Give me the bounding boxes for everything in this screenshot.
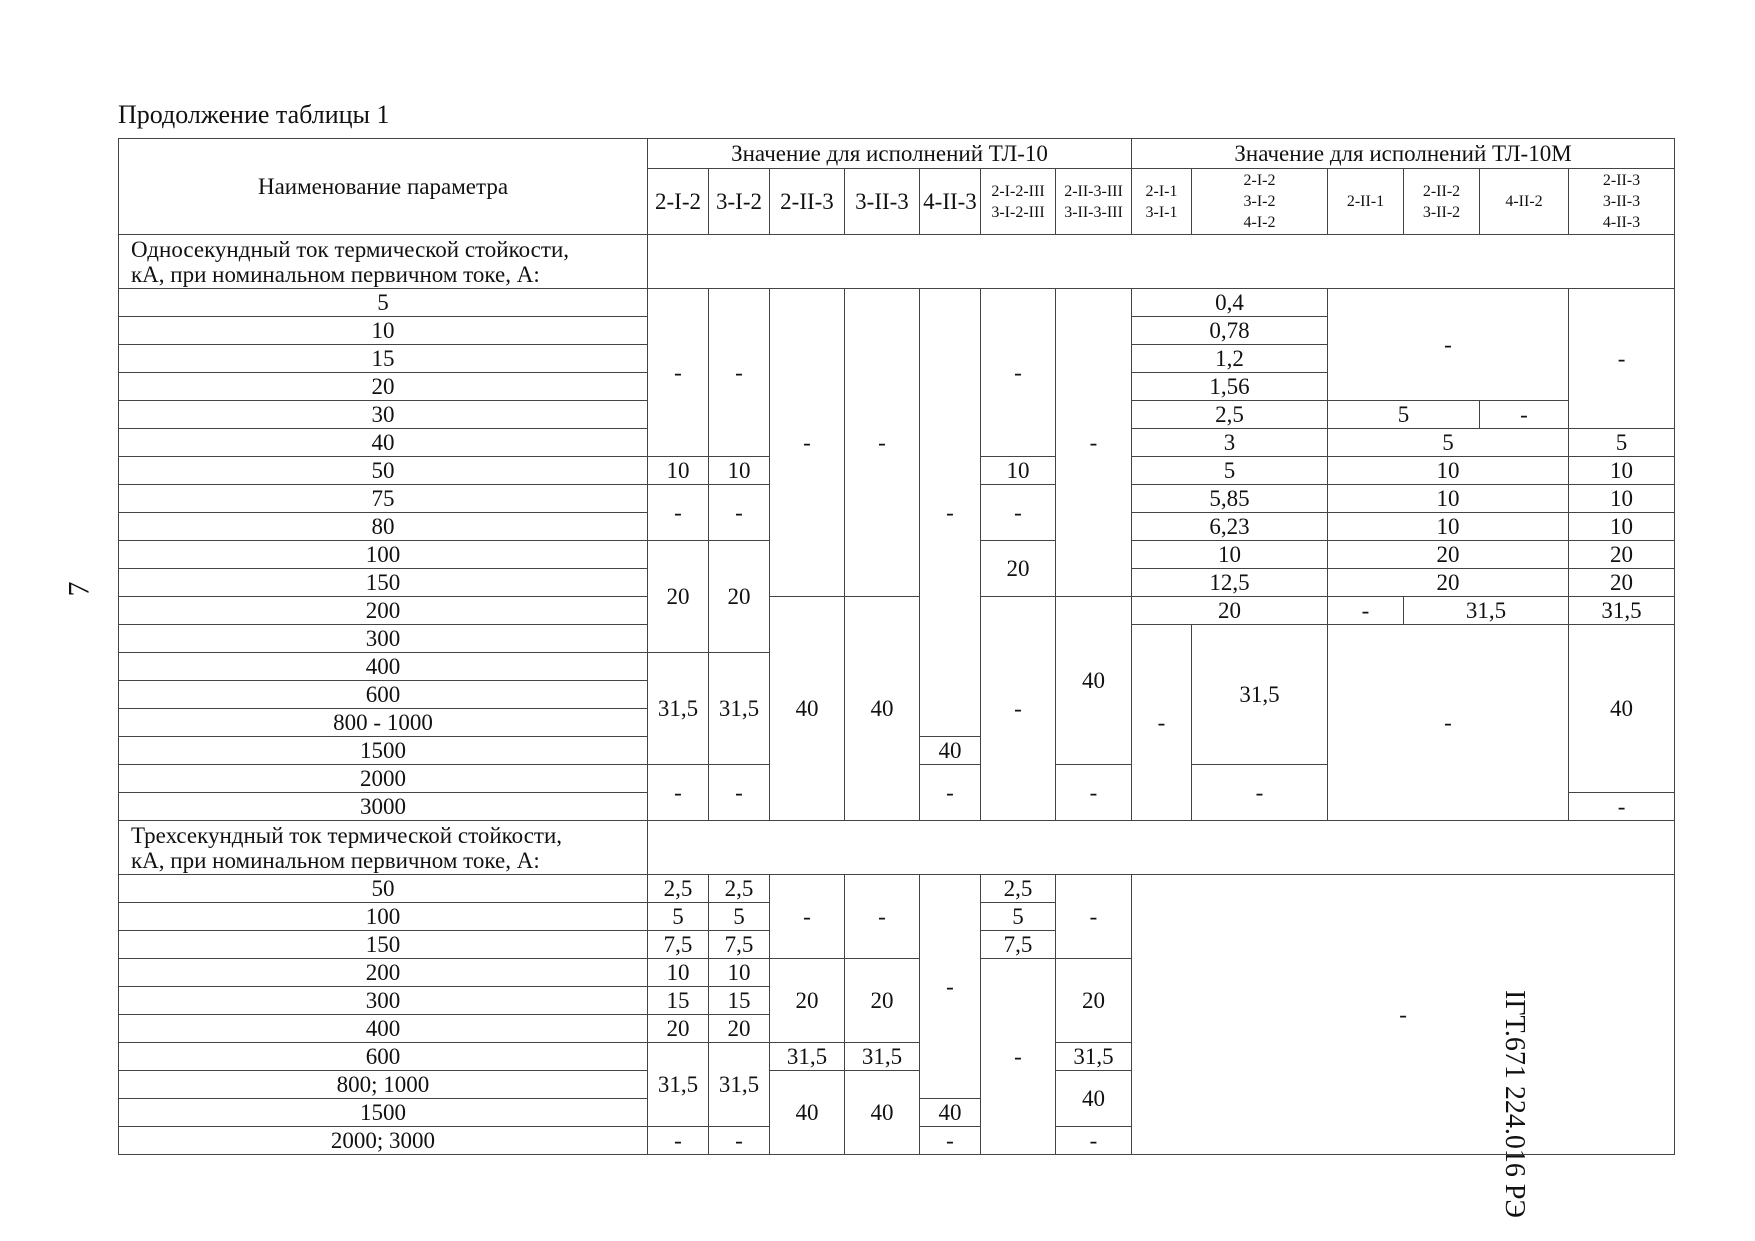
table-cell: - bbox=[1328, 289, 1569, 401]
table-cell: 40 bbox=[770, 1071, 845, 1155]
row-label: 75 bbox=[119, 485, 648, 513]
table-cell: 40 bbox=[1056, 1071, 1132, 1127]
row-label: 150 bbox=[119, 931, 648, 959]
table-cell: - bbox=[1056, 1127, 1132, 1155]
table-cell: 7,5 bbox=[648, 931, 709, 959]
table-cell: - bbox=[981, 597, 1056, 821]
row-label: 1500 bbox=[119, 737, 648, 765]
row-label: 600 bbox=[119, 681, 648, 709]
section-heading bbox=[119, 235, 648, 289]
table-cell: - bbox=[648, 289, 709, 457]
row-label: 1500 bbox=[119, 1099, 648, 1127]
col-header bbox=[1404, 169, 1480, 235]
table-cell: 31,5 bbox=[648, 1043, 709, 1127]
table-cell: 0,78 bbox=[1132, 317, 1328, 345]
header-tl10m: Значение для исполнений ТЛ-10М bbox=[1132, 139, 1675, 169]
table-cell: 2,5 bbox=[1132, 401, 1328, 429]
row-label: 100 bbox=[119, 541, 648, 569]
col-header bbox=[1192, 169, 1328, 235]
parameters-table bbox=[118, 138, 1675, 1155]
table-cell: - bbox=[1056, 765, 1132, 821]
table-cell: 31,5 bbox=[1404, 597, 1569, 625]
table-cell: 5 bbox=[1328, 429, 1569, 457]
table-cell: - bbox=[920, 875, 981, 1099]
table-cell: - bbox=[709, 289, 770, 457]
table-cell: - bbox=[920, 1127, 981, 1155]
table-cell: - bbox=[770, 289, 845, 597]
table-cell: 12,5 bbox=[1132, 569, 1328, 597]
section-heading-line: кА, при номинальном первичном токе, А: bbox=[131, 847, 540, 873]
table-cell: - bbox=[1480, 401, 1569, 429]
table-cell: - bbox=[709, 1127, 770, 1155]
table-cell: 10 bbox=[709, 457, 770, 485]
col-header-line: 3-I-1 bbox=[1145, 203, 1178, 221]
col-header-line: 3-I-2 bbox=[1243, 193, 1276, 210]
table-cell: 3 bbox=[1132, 429, 1328, 457]
table-caption: Продолжение таблицы 1 bbox=[118, 100, 390, 129]
table-cell: - bbox=[1569, 793, 1675, 821]
section-heading bbox=[119, 821, 648, 875]
table-cell: 10 bbox=[709, 959, 770, 987]
col-header: 2-II-1 bbox=[1328, 169, 1404, 235]
table-cell: 31,5 bbox=[648, 653, 709, 765]
table-cell: 5 bbox=[709, 903, 770, 931]
row-label: 15 bbox=[119, 345, 648, 373]
table-cell: 5,85 bbox=[1132, 485, 1328, 513]
table-cell: 40 bbox=[845, 1071, 920, 1155]
header-tl10: Значение для исполнений ТЛ-10 bbox=[648, 139, 1132, 169]
row-label: 20 bbox=[119, 373, 648, 401]
section-heading-line: Односекундный ток термической стойкости, bbox=[131, 236, 569, 262]
table-cell: 20 bbox=[1569, 569, 1675, 597]
table-cell: 40 bbox=[770, 597, 845, 821]
col-header: 4-II-3 bbox=[920, 169, 981, 235]
row-label: 300 bbox=[119, 987, 648, 1015]
row-label: 800 - 1000 bbox=[119, 709, 648, 737]
table-cell: 10 bbox=[1132, 541, 1328, 569]
empty-cell bbox=[648, 821, 1675, 875]
col-header bbox=[1569, 169, 1675, 235]
table-cell: - bbox=[981, 289, 1056, 457]
row-label: 300 bbox=[119, 625, 648, 653]
table-cell: 1,2 bbox=[1132, 345, 1328, 373]
row-label: 800; 1000 bbox=[119, 1071, 648, 1099]
row-label: 5 bbox=[119, 289, 648, 317]
table-cell: - bbox=[920, 765, 981, 821]
col-header-line: 3-II-3 bbox=[1602, 193, 1641, 210]
table-cell: 20 bbox=[709, 541, 770, 653]
document-code: ІГТ.671 224.016 РЭ bbox=[1499, 990, 1530, 1218]
table-cell: - bbox=[981, 485, 1056, 541]
table-cell: 40 bbox=[845, 597, 920, 821]
table-cell: 31,5 bbox=[1569, 597, 1675, 625]
row-label: 2000 bbox=[119, 765, 648, 793]
col-header-line: 2-I-1 bbox=[1145, 182, 1178, 200]
table-cell: 10 bbox=[981, 457, 1056, 485]
col-header-line: 4-II-3 bbox=[1602, 214, 1641, 231]
table-cell: - bbox=[845, 875, 920, 959]
col-header bbox=[1132, 169, 1192, 235]
col-header-line: 2-II-3-III bbox=[1064, 182, 1123, 200]
row-label: 50 bbox=[119, 875, 648, 903]
table-cell: 31,5 bbox=[845, 1043, 920, 1071]
table-cell: 10 bbox=[1328, 513, 1569, 541]
col-header-line: 4-I-2 bbox=[1243, 214, 1276, 231]
table-cell: - bbox=[709, 485, 770, 541]
row-label: 200 bbox=[119, 959, 648, 987]
table-cell: 6,23 bbox=[1132, 513, 1328, 541]
table-cell: 0,4 bbox=[1132, 289, 1328, 317]
table-cell: 10 bbox=[1569, 457, 1675, 485]
table-cell: 40 bbox=[1056, 597, 1132, 765]
col-header: 2-II-3 bbox=[770, 169, 845, 235]
table-cell: 20 bbox=[981, 541, 1056, 597]
row-label: 10 bbox=[119, 317, 648, 345]
row-label: 2000; 3000 bbox=[119, 1127, 648, 1155]
table-cell: 31,5 bbox=[1192, 625, 1328, 765]
col-header bbox=[981, 169, 1056, 235]
row-label: 200 bbox=[119, 597, 648, 625]
table-cell: 20 bbox=[770, 959, 845, 1043]
col-header: 3-II-3 bbox=[845, 169, 920, 235]
table-cell: 20 bbox=[1328, 541, 1569, 569]
table-cell: 20 bbox=[1569, 541, 1675, 569]
row-label: 600 bbox=[119, 1043, 648, 1071]
row-label: 150 bbox=[119, 569, 648, 597]
table-cell: - bbox=[1328, 597, 1404, 625]
table-cell: - bbox=[1132, 625, 1192, 821]
col-header-line: 3-II-3-III bbox=[1064, 203, 1123, 221]
table-cell: 20 bbox=[648, 1015, 709, 1043]
col-header-line: 2-II-3 bbox=[1602, 172, 1641, 189]
table-cell: 40 bbox=[1569, 625, 1675, 793]
header-param: Наименование параметра bbox=[119, 139, 648, 235]
table-cell: - bbox=[1328, 625, 1569, 821]
table-cell: 31,5 bbox=[709, 1043, 770, 1127]
col-header-line: 2-II-2 bbox=[1422, 182, 1461, 200]
table-cell: 2,5 bbox=[648, 875, 709, 903]
table-cell: 10 bbox=[648, 457, 709, 485]
table-cell: 5 bbox=[648, 903, 709, 931]
col-header bbox=[1056, 169, 1132, 235]
table-cell: 15 bbox=[648, 987, 709, 1015]
table-cell: 20 bbox=[1328, 569, 1569, 597]
empty-cell bbox=[648, 235, 1675, 289]
table-cell: 10 bbox=[1569, 513, 1675, 541]
table-cell: 10 bbox=[1328, 485, 1569, 513]
table-cell: 10 bbox=[648, 959, 709, 987]
row-label: 40 bbox=[119, 429, 648, 457]
table-cell: 7,5 bbox=[981, 931, 1056, 959]
table-cell: - bbox=[1056, 875, 1132, 959]
table-cell: - bbox=[1132, 875, 1675, 1155]
table-cell: 31,5 bbox=[709, 653, 770, 765]
page-number: 7 bbox=[62, 581, 96, 597]
table-cell: - bbox=[1569, 289, 1675, 429]
table-cell: - bbox=[845, 289, 920, 597]
table-cell: 20 bbox=[648, 541, 709, 653]
table-cell: 40 bbox=[920, 737, 981, 765]
section-heading-line: Трехсекундный ток термической стойкости, bbox=[131, 822, 563, 848]
table-cell: 31,5 bbox=[770, 1043, 845, 1071]
table-cell: - bbox=[648, 1127, 709, 1155]
col-header-line: 2-I-2-III bbox=[991, 182, 1045, 200]
row-label: 3000 bbox=[119, 793, 648, 821]
row-label: 30 bbox=[119, 401, 648, 429]
table-cell: 15 bbox=[709, 987, 770, 1015]
row-label: 400 bbox=[119, 653, 648, 681]
table-cell: 1,56 bbox=[1132, 373, 1328, 401]
table-cell: 7,5 bbox=[709, 931, 770, 959]
table-cell: - bbox=[920, 289, 981, 737]
table-cell: 5 bbox=[1569, 429, 1675, 457]
col-header-line: 2-I-2 bbox=[1243, 172, 1276, 189]
col-header-line: 3-II-2 bbox=[1422, 203, 1461, 221]
table-cell: - bbox=[1192, 765, 1328, 821]
col-header: 3-I-2 bbox=[709, 169, 770, 235]
table-cell: 20 bbox=[1132, 597, 1328, 625]
table-cell: - bbox=[770, 875, 845, 959]
col-header: 4-II-2 bbox=[1480, 169, 1569, 235]
table-cell: 2,5 bbox=[981, 875, 1056, 903]
section-heading-line: кА, при номинальном первичном токе, А: bbox=[131, 261, 540, 287]
table-cell: - bbox=[709, 765, 770, 821]
table-cell: - bbox=[648, 485, 709, 541]
table-cell: 10 bbox=[1569, 485, 1675, 513]
col-header-line: 3-I-2-III bbox=[991, 203, 1045, 221]
table-cell: - bbox=[981, 959, 1056, 1155]
table-cell: 5 bbox=[1328, 401, 1480, 429]
table-cell: 20 bbox=[1056, 959, 1132, 1043]
row-label: 80 bbox=[119, 513, 648, 541]
table-cell: 10 bbox=[1328, 457, 1569, 485]
table-cell: 31,5 bbox=[1056, 1043, 1132, 1071]
row-label: 50 bbox=[119, 457, 648, 485]
table-cell: - bbox=[648, 765, 709, 821]
row-label: 100 bbox=[119, 903, 648, 931]
table-cell: 2,5 bbox=[709, 875, 770, 903]
table-cell: 40 bbox=[920, 1099, 981, 1127]
table-cell: 5 bbox=[981, 903, 1056, 931]
row-label: 400 bbox=[119, 1015, 648, 1043]
table-cell: 5 bbox=[1132, 457, 1328, 485]
table-cell: 20 bbox=[845, 959, 920, 1043]
col-header: 2-I-2 bbox=[648, 169, 709, 235]
table-cell: 20 bbox=[709, 1015, 770, 1043]
table-cell: - bbox=[1056, 289, 1132, 597]
